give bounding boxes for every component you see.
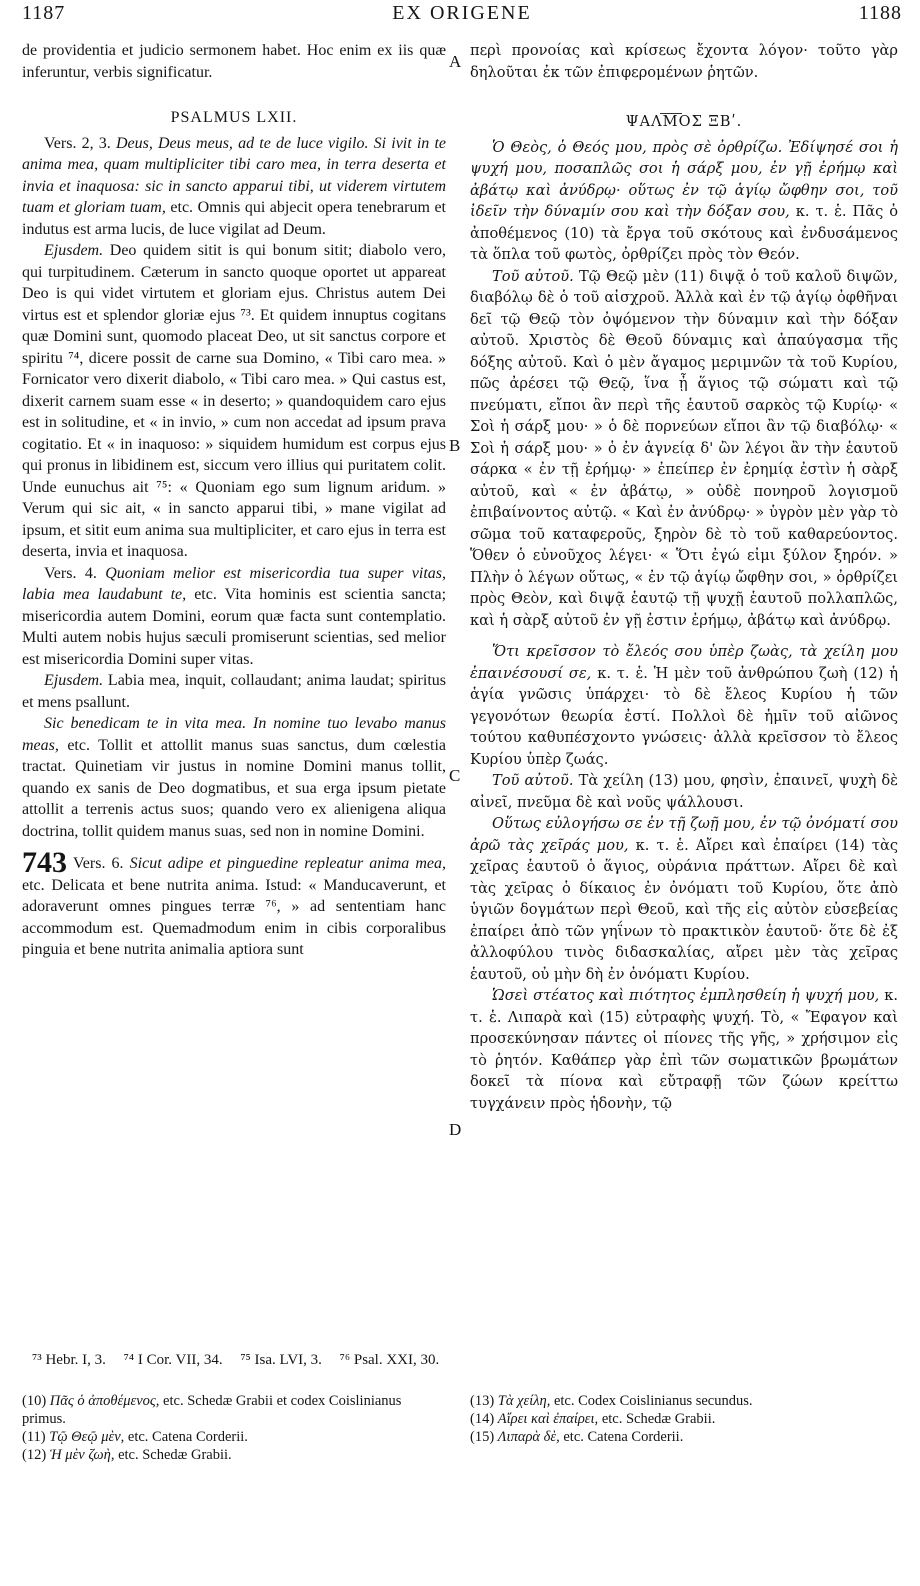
verse-quote: Quoniam melior est misericordia tua super vitas, labia mea laudabunt te, (22, 564, 447, 603)
verse-quote: Ὅτι κρεῖσσον τὸ ἔλεός σου ὑπὲρ ζωὰς, τὰ χείλη μου ἐπαινέσουσί σε, (470, 643, 898, 682)
page-number-right: 1188 (858, 2, 902, 24)
greek-paragraph-2 (470, 266, 898, 632)
author-label: Τοῦ αὐτοῦ. (492, 267, 574, 285)
scripture-note: ⁷⁵ Isa. LVI, 3. (240, 1352, 322, 1368)
verse-label: Vers. 2, 3. (44, 134, 111, 152)
margin-letter-d: D (449, 1120, 462, 1139)
scripture-notes (32, 1352, 902, 1369)
author-label: Τοῦ αὐτοῦ. (492, 772, 574, 789)
footnote: (12) Ἡ μὲν ζωὴ, etc. Schedæ Grabii. (22, 1447, 232, 1463)
latin-column (22, 40, 446, 961)
greek-paragraph-3 (470, 641, 898, 770)
greek-paragraph-5 (470, 813, 898, 985)
greek-paragraph-1 (470, 137, 898, 266)
running-header (22, 2, 902, 32)
latin-paragraph-6 (22, 846, 447, 961)
footnote: (11) Τῷ Θεῷ μὲν, etc. Catena Corderii. (22, 1429, 248, 1445)
greek-psalm-title: ΨΑΛΜΟΣ ΞΒʹ. (625, 113, 743, 130)
commentary: etc. Vita hominis est scientia sancta; misericordia autem Domini, eorum quæ facta sunt contemplatio. Multi autem nobis hujus sæculi promiserunt scientias, sed melior est misericordia Domini super vitas. (22, 586, 447, 668)
footnote: (14) Αἴρει καὶ ἐπαίρει, etc. Schedæ Grabii. (470, 1411, 716, 1427)
scripture-note: ⁷⁴ I Cor. VII, 34. (123, 1352, 223, 1368)
verse-quote: Ὡσεὶ στέατος καὶ πιότητος ἐμπλησθείη ἡ ψυχή μου, (492, 987, 880, 1004)
scripture-note: ⁷⁶ Psal. XXI, 30. (339, 1352, 440, 1368)
commentary: κ. τ. ἑ. Ἡ μὲν τοῦ ἀνθρώπου ζωὴ (12) ἡ ἁγία γνῶσις ὑπάρχει· τὸ δὲ ἔλεος Κυρίου ἡ τῶν γεγονότων θεωρία ἐστί. Πολλοὶ δὲ ἡμῖν τοῦ αἰῶνος τούτου καθυπέσχοντο γνώσεις· ἀλλὰ κρεῖσσον τὸ ἔλεος Κυρίου ὑπὲρ ζωάς. (470, 664, 899, 768)
verse-quote: Οὕτως εὐλογήσω σε ἐν τῇ ζωῇ μου, ἐν τῷ ὀνόματί σου ἀρῶ τὰς χεῖράς μου, (470, 815, 898, 854)
latin-paragraph-2 (22, 240, 446, 563)
footnote: (13) Τὰ χείλη, etc. Codex Coislinianus secundus. (470, 1393, 753, 1409)
footnotes-right (470, 1392, 890, 1446)
footnotes-left (22, 1392, 442, 1464)
commentary: Τὰ χείλη (13) μου, φησὶν, ἐπαινεῖ, ψυχὴ δὲ αἰνεῖ, πνεῦμα δὲ καὶ νοῦς ψάλλουσι. (470, 772, 899, 811)
footnote: (10) Πᾶς ὁ ἀποθέμενος, etc. Schedæ Grabii et codex Coislinianus primus. (22, 1393, 402, 1427)
author-label: Ejusdem. (44, 672, 104, 689)
author-label: Ejusdem. (44, 242, 104, 259)
greek-column (470, 40, 898, 1114)
latin-paragraph-4 (22, 670, 446, 713)
latin-psalm-title: PSALMUS LXII. (170, 109, 298, 126)
verse-label: Vers. 6. (73, 855, 124, 872)
verse-quote: Sic benedicam te in vita mea. In nomine tuo levabo manus meas, (22, 715, 446, 754)
latin-paragraph-3 (22, 563, 446, 671)
margin-letter-b: B (449, 436, 461, 455)
commentary: etc. Delicata et bene nutrita anima. Istud: « Manducaverunt, et adoraverunt omnes pingues terræ ⁷⁶, » ad sententiam hanc accommodum est. Quemadmodum enim in cibis corporalibus pinguia et bene nutrita animalia aptiora sunt (22, 876, 446, 958)
commentary: Labia mea, inquit, collaudant; anima laudat; spiritus et mens psallunt. (22, 672, 446, 711)
commentary: κ. τ. ἑ. Αἴρει καὶ ἐπαίρει (14) τὰς χεῖρας ἑαυτοῦ ὁ ἅγιος, οὐράνια πράττων. Αἴρει δὲ καὶ τὰς χεῖρας ὁ δίκαιος ἐν ὀνόματι τοῦ Κυρίου, ὅτε ἀπὸ ὑγιῶν δογμάτων περὶ Θεοῦ, καὶ τῆς εἰς αὐτὸν εὐσεβείας ἐπαίρει ἀπὸ τῶν γηΐνων τὸ πρακτικὸν ἑαυτοῦ· ὅτε δὲ ἐξ ἀλλοφύλου τινὸς διδασκαλίας, αἴρει μὲν τὰς χεῖρας ἑαυτοῦ, οὐ μὴν δὴ ἐν ὀνόματι Κυρίου. (470, 836, 899, 983)
greek-paragraph-6 (470, 985, 898, 1114)
footnote: (15) Λιπαρὰ δὲ, etc. Catena Corderii. (470, 1429, 684, 1445)
verse-quote: Deus, Deus meus, ad te de luce vigilo. Si ivit in te anima mea, quam multipliciter tibi caro mea, in terra deserta et invia et inaquosa: sic in sancto apparui tibi, ut viderem virtutem tuam et gloriam tuam, (22, 134, 446, 216)
commentary: etc. Tollit et attollit manus suas sanctus, dum cœlestia tractat. Quinetiam vir justus in nomine Domini manus tollit, quando ex sanis de Deo dogmatibus, et sua erga ipsum pietate attollit a terrenis actus suos; quando vero ex alienigena aliqua doctrina, tollit quidem manus suas, sed non in nomine Domini. (22, 736, 447, 840)
commentary: κ. τ. ἑ. Λιπαρὰ καὶ (15) εὐτραφὴς ψυχή. Τὸ, « Ἔφαγον καὶ προσεκύνησαν πάντες οἱ πίονες τῆς γῆς, » χρήσιμον εἰς τὸ ῥητόν. Καθάπερ γὰρ ἐπὶ τῶν σωματικῶν βρωμάτων δοκεῖ τὰ πίονα καὶ εὔτραφῇ τῶν ζώων κρείττω τυγχάνειν πρὸς ἡδονὴν, τῷ (470, 987, 898, 1112)
running-title: EX ORIGENE (392, 2, 532, 24)
commentary: etc. Omnis qui abjecit opera tenebrarum et indutus est arma lucis, de luce vigilat ad Deum. (22, 199, 447, 238)
commentary: Τῷ Θεῷ μὲν (11) διψᾷ ὁ τοῦ καλοῦ διψῶν, διαβόλῳ δὲ ὁ τοῦ αἰσχροῦ. Ἀλλὰ καὶ ἐν τῷ ἁγίῳ ὀφθῆναι δεῖ τῷ Θεῷ τὸν ὀψόμενον τὴν δύναμιν καὶ τὴν δόξαν αὐτοῦ. Χριστὸς δὲ Θεοῦ δύναμις καὶ ἀπαύγασμα τῆς δόξης αὐτοῦ. Καὶ ὁ μὲν ἄγαμος μεριμνῶν τὰ τοῦ Κυρίου, πῶς ἀρέσει τῷ Θεῷ, ἵνα ᾖ ἅγιος τῷ σώματι καὶ τῷ πνεύματι, εἴποι ἂν περὶ τῆς ἑαυτοῦ σαρκὸς τῷ Κυρίῳ· « Σοὶ ἡ σάρξ μου· » ὁ δὲ πορνεύων εἴποι ἂν τῷ διαβόλῳ· « Σοὶ ἡ σάρξ μου· » ὁ ἐν ἁγνείᾳ δ' ὢν λέγοι ἂν τὴν ἑαυτοῦ σάρκα « ἐν τῇ ἐρήμῳ· » ἐπείπερ ἐν ἐρημίᾳ ἐστὶν ἡ σὰρξ αὐτοῦ, καὶ « ἐν ἀβάτῳ, » οὐδὲ πονηροῦ λογισμοῦ ἐπιβαίνοντος αὐτῷ. « Καὶ ἐν ἀνύδρῳ· » ὑγρὸν μὲν γὰρ τὸ σῶμα τοῦ καταφεροῦς, ξηρὸν δὲ τὸ τοῦ καθαρεύοντος. Ὅθεν ὁ εὐνοῦχος λέγει· « Ὅτι ἐγώ εἰμι ξύλον ξηρόν. » Πλὴν ὁ λέγων οὕτως, « ἐν τῷ ἁγίῳ ὤφθην σοι, » ὀρθρίζει πρὸς Θεὸν, καὶ διψᾷ ἑαυτῷ τῇ ψυχῇ ἑαυτοῦ πολλαπλῶς, καὶ ἡ σὰρξ αὐτοῦ ἐν γῇ ἐστιν ἐρήμῳ, ἀβάτῳ καὶ ἀνύδρῳ. (470, 267, 898, 629)
greek-intro: περὶ προνοίας καὶ κρίσεως ἔχοντα λόγον· τοῦτο γὰρ δηλοῦται ἐκ τῶν ἐπιφερομένων ῥητῶν. (470, 42, 898, 81)
margin-letter-a: A (449, 52, 462, 71)
page-number-left: 1187 (22, 2, 66, 24)
scripture-note: ⁷³ Hebr. I, 3. (32, 1352, 106, 1368)
column-number: 743 (22, 846, 67, 879)
commentary: κ. τ. ἑ. Πᾶς ὁ ἀποθέμενος (10) τὰ ἔργα τοῦ σκότους καὶ ἐνδυσάμενος τὰ ὅπλα τοῦ φωτὸς, ὀρθρίζει πρὸς τὸν Θεόν. (470, 203, 899, 263)
commentary: Deo quidem sitit is qui bonum sitit; diabolo vero, qui turpitudinem. Cæterum in sancto quoque oportet ut appareat Deo is qui videt virtutem et gloriam ejus. Christus autem Dei virtus est et splendor gloriæ ejus ⁷³. Et quidem innuptus cogitans quæ Domini sunt, quomodo placeat Deo, ut sit sanctus corpore et spiritu ⁷⁴, dicere possit de carne sua Domino, « Tibi caro mea. » Fornicator vero dixerit diabolo, « Tibi caro mea. » Qui castus est, dixerit carnem suam esse « in deserto; » quandoquidem caro ejus est in solitudine, et « in invio, » cum non accedat ad ipsum prava cogitatio. Et « in inaquoso: » siquidem humidum est corpus ejus qui pronus in libidinem est, siccum vero illius qui puritatem colit. Unde eunuchus ait ⁷⁵: « Quoniam ego sum lignum aridum. » Verum qui sic ait, « in sancto apparui tibi, » mane vigilat ad ipsum, et sitit eum anima sua multipliciter, et caro ejus in terra est deserta, invia et inaquosa. (22, 242, 447, 560)
latin-intro: de providentia et judicio sermonem habet. Hoc enim ex iis quæ inferuntur, verbis significatur. (22, 42, 446, 81)
verse-quote: Ὁ Θεὸς, ὁ Θεός μου, πρὸς σὲ ὀρθρίζω. Ἐδίψησέ σοι ἡ ψυχή μου, ποσαπλῶς σοι ἡ σάρξ μου, ἐν γῇ ἐρήμῳ καὶ ἀβάτῳ καὶ ἀνύδρῳ· οὕτως ἐν τῷ ἁγίῳ ὤφθην σοι, τοῦ ἰδεῖν τὴν δύναμίν σου καὶ τὴν δόξαν σου, (470, 138, 898, 220)
latin-paragraph-1 (22, 133, 446, 241)
margin-letter-c: C (449, 766, 461, 785)
latin-paragraph-5 (22, 713, 446, 842)
verse-label: Vers. 4. (44, 564, 97, 582)
greek-paragraph-4 (470, 770, 898, 813)
verse-quote: Sicut adipe et pinguedine repleatur anima mea, (129, 855, 447, 872)
